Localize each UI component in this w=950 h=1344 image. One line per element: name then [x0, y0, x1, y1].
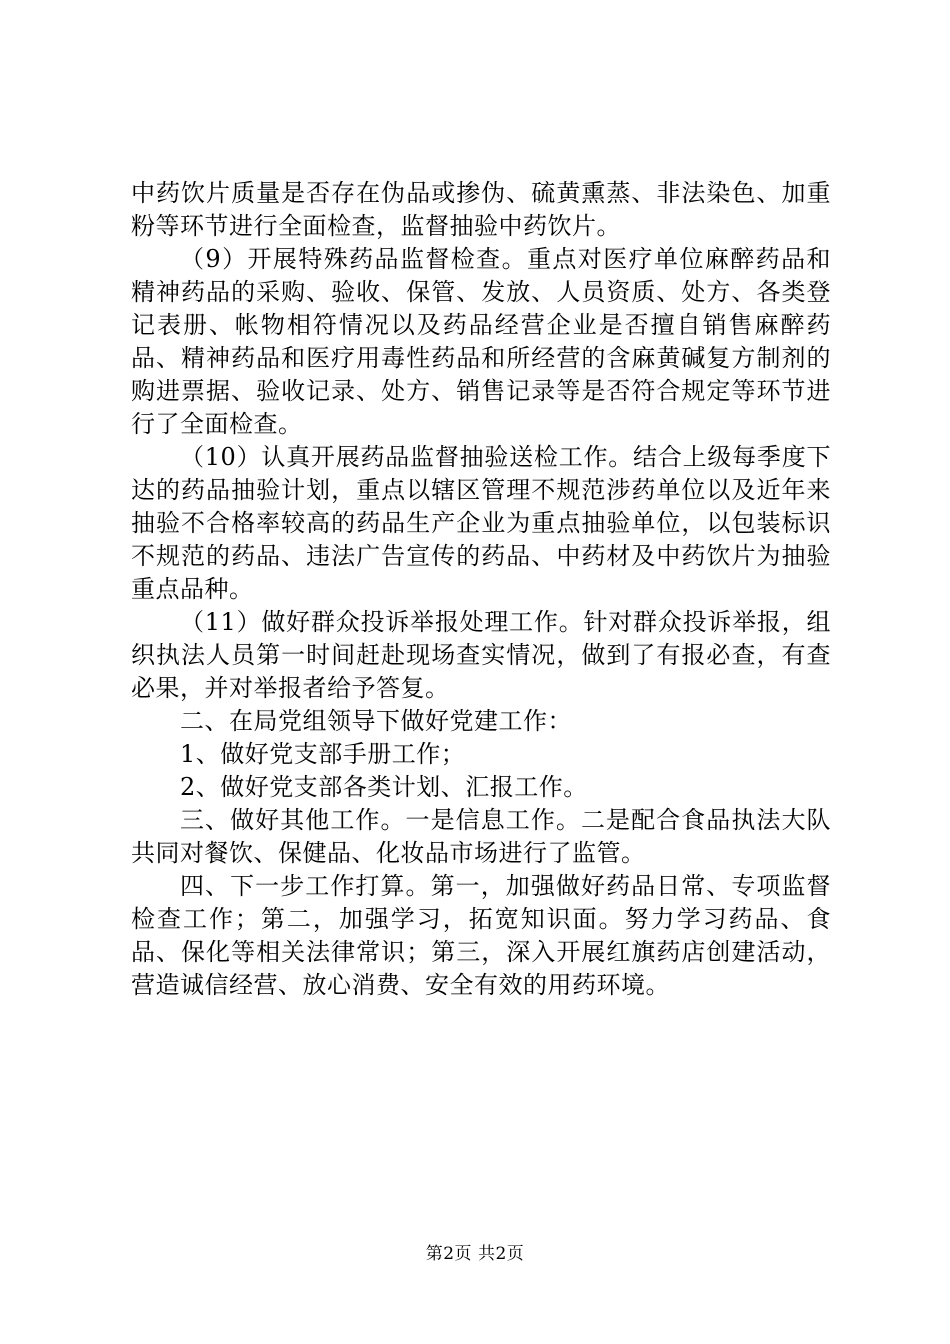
- paragraph-item-10: （10）认真开展药品监督抽验送检工作。结合上级每季度下达的药品抽验计划，重点以辖区管理不规范涉药单位以及近年来抽验不合格率较高的药品生产企业为重点抽验单位，以包装标识不规范的药品、违法广告宣传的药品、中药材及中药饮片为抽验重点品种。: [131, 443, 831, 603]
- section-other-work: 三、做好其他工作。一是信息工作。二是配合食品执法大队共同对餐饮、保健品、化妆品市场进行了监管。: [131, 806, 831, 867]
- page-footer: 第2页 共2页: [425, 1244, 525, 1264]
- list-item-1: 1、做好党支部手册工作；: [180, 740, 466, 768]
- paragraph-continuation: 中药饮片质量是否存在伪品或掺伪、硫黄熏蒸、非法染色、加重粉等环节进行全面检查，监督抽验中药饮片。: [131, 179, 831, 240]
- document-body: [131, 177, 831, 1002]
- paragraph-item-9: （9）开展特殊药品监督检查。重点对医疗单位麻醉药品和精神药品的采购、验收、保管、发放、人员资质、处方、各类登记表册、帐物相符情况以及药品经营企业是否擅自销售麻醉药品、精神药品和医疗用毒性药品和所经营的含麻黄碱复方制剂的购进票据、验收记录、处方、销售记录等是否符合规定等环节进行了全面检查。: [131, 245, 831, 438]
- section-heading-party-building: 二、在局党组领导下做好党建工作：: [180, 707, 572, 735]
- section-next-steps: 四、下一步工作打算。第一，加强做好药品日常、专项监督检查工作；第二，加强学习，拓宽知识面。努力学习药品、食品、保化等相关法律常识；第三，深入开展红旗药店创建活动，营造诚信经营、放心消费、安全有效的用药环境。: [131, 872, 831, 999]
- list-item-2: 2、做好党支部各类计划、汇报工作。: [180, 773, 588, 801]
- paragraph-item-11: （11）做好群众投诉举报处理工作。针对群众投诉举报，组织执法人员第一时间赶赴现场查实情况，做到了有报必查，有查必果，并对举报者给予答复。: [131, 608, 831, 702]
